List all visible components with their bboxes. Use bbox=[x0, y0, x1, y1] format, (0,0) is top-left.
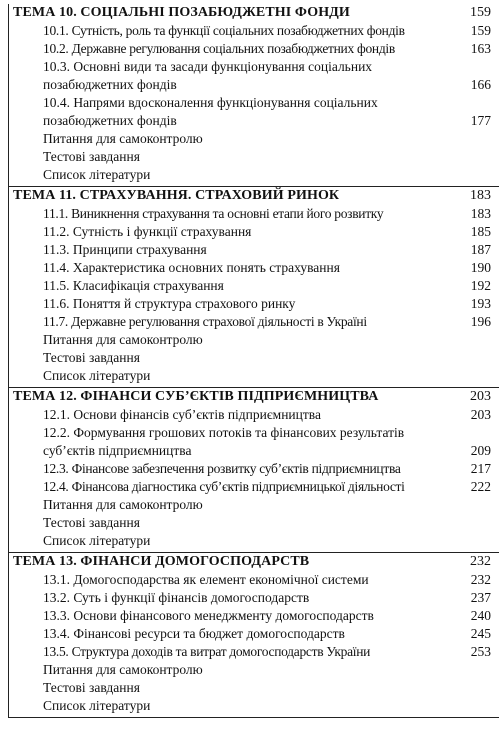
toc-item-page: 253 bbox=[470, 644, 491, 659]
toc-section-title bbox=[9, 4, 499, 22]
toc-extra-text: Список літератури bbox=[43, 533, 151, 548]
toc-item-text: 13.5. Структура доходів та витрат домогосподарств України bbox=[43, 644, 371, 659]
toc-item-text: 12.4. Фінансова діагностика суб’єктів підприємницької діяльності bbox=[43, 479, 405, 494]
toc-item-text: 13.1. Домогосподарства як елемент економічної системи bbox=[43, 572, 369, 587]
toc-extra-item bbox=[9, 130, 499, 148]
section-page-number: 232 bbox=[470, 554, 491, 569]
toc-item-page: 166 bbox=[470, 77, 491, 92]
toc-item-page: 185 bbox=[470, 224, 491, 239]
toc-section-11 bbox=[8, 186, 499, 387]
toc-item-text: 11.4. Характеристика основних понять страхування bbox=[43, 260, 340, 275]
toc-item bbox=[9, 571, 499, 589]
toc-item-text: 11.2. Сутність і функції страхування bbox=[43, 224, 252, 239]
toc-extra-text: Список літератури bbox=[43, 167, 151, 182]
toc-item bbox=[9, 205, 499, 223]
toc-item bbox=[9, 94, 499, 130]
toc-extra-text: Тестові завдання bbox=[43, 350, 140, 365]
toc-item bbox=[9, 58, 499, 94]
toc-item-text: 13.3. Основи фінансового менеджменту домогосподарств bbox=[43, 608, 374, 623]
toc-extra-item bbox=[9, 679, 499, 697]
toc-extra-text: Список літератури bbox=[43, 368, 151, 383]
toc-item-page: 240 bbox=[470, 608, 491, 623]
toc-item-page: 245 bbox=[470, 626, 491, 641]
toc-item bbox=[9, 460, 499, 478]
toc-item bbox=[9, 643, 499, 661]
toc-extra-item bbox=[9, 367, 499, 385]
toc-extra-item bbox=[9, 514, 499, 532]
toc-item-page: 203 bbox=[470, 407, 491, 422]
toc-item-text: 10.1. Сутність, роль та функції соціальних позабюджетних фондів bbox=[43, 23, 405, 38]
toc-item bbox=[9, 40, 499, 58]
toc-item bbox=[9, 406, 499, 424]
toc-item-page: 209 bbox=[470, 443, 491, 458]
toc-item-page: 217 bbox=[470, 461, 491, 476]
toc-item bbox=[9, 241, 499, 259]
toc-section-title bbox=[9, 553, 499, 571]
toc-item-page: 193 bbox=[470, 296, 491, 311]
toc-extra-text: Питання для самоконтролю bbox=[43, 332, 203, 347]
toc-item bbox=[9, 259, 499, 277]
toc-section-13 bbox=[8, 552, 499, 718]
toc-extra-item bbox=[9, 697, 499, 715]
toc-item-text: 11.7. Державне регулювання страхової діяльності в Україні bbox=[43, 314, 367, 329]
toc-extra-item bbox=[9, 331, 499, 349]
toc-section-10 bbox=[8, 4, 499, 186]
toc-item bbox=[9, 478, 499, 496]
toc-item-page: 192 bbox=[470, 278, 491, 293]
toc-item-text: 10.4. Напрями вдосконалення функціонування соціальних позабюджетних фондів bbox=[43, 95, 378, 128]
toc-item-page: 232 bbox=[470, 572, 491, 587]
toc-section-title bbox=[9, 388, 499, 406]
toc-item-text: 13.2. Суть і функції фінансів домогосподарств bbox=[43, 590, 310, 605]
section-title-text: ТЕМА 10. СОЦІАЛЬНІ ПОЗАБЮДЖЕТНІ ФОНДИ bbox=[13, 5, 350, 20]
toc-item-page: 196 bbox=[470, 314, 491, 329]
toc-item bbox=[9, 625, 499, 643]
toc-item-text: 11.1. Виникнення страхування та основні етапи його розвитку bbox=[43, 206, 384, 221]
toc-item-page: 163 bbox=[470, 41, 491, 56]
toc-item-text: 11.3. Принципи страхування bbox=[43, 242, 207, 257]
toc-item-text: 11.5. Класифікація страхування bbox=[43, 278, 224, 293]
toc-extra-text: Тестові завдання bbox=[43, 680, 140, 695]
toc-item bbox=[9, 22, 499, 40]
toc-extra-item bbox=[9, 532, 499, 550]
toc-item bbox=[9, 313, 499, 331]
section-page-number: 203 bbox=[470, 389, 491, 404]
toc-item-text: 11.6. Поняття й структура страхового ринку bbox=[43, 296, 296, 311]
toc-section-title bbox=[9, 187, 499, 205]
toc-item-page: 190 bbox=[470, 260, 491, 275]
toc-item-text: 12.1. Основи фінансів суб’єктів підприємництва bbox=[43, 407, 321, 422]
toc-item bbox=[9, 424, 499, 460]
toc-item bbox=[9, 277, 499, 295]
toc-item-page: 222 bbox=[470, 479, 491, 494]
toc-item-text: 10.2. Державне регулювання соціальних позабюджетних фондів bbox=[43, 41, 395, 56]
section-title-text: ТЕМА 12. ФІНАНСИ СУБ’ЄКТІВ ПІДПРИЄМНИЦТВА bbox=[13, 389, 379, 404]
toc-item-text: 13.4. Фінансові ресурси та бюджет домогосподарств bbox=[43, 626, 345, 641]
toc-item-page: 183 bbox=[470, 206, 491, 221]
toc-item-page: 237 bbox=[470, 590, 491, 605]
toc-extra-item bbox=[9, 148, 499, 166]
toc-extra-text: Питання для самоконтролю bbox=[43, 662, 203, 677]
toc-extra-item bbox=[9, 496, 499, 514]
toc-section-12 bbox=[8, 387, 499, 552]
toc-item-text: 10.3. Основні види та засади функціонування соціальних позабюджетних фондів bbox=[43, 59, 373, 92]
toc-item-text: 12.2. Формування грошових потоків та фінансових результатів суб’єктів підприємництва bbox=[43, 425, 405, 458]
toc-item bbox=[9, 223, 499, 241]
toc-item bbox=[9, 607, 499, 625]
toc-extra-item bbox=[9, 661, 499, 679]
toc-item bbox=[9, 295, 499, 313]
toc-item-page: 159 bbox=[470, 23, 491, 38]
toc-item-text: 12.3. Фінансове забезпечення розвитку суб’єктів підприємництва bbox=[43, 461, 401, 476]
toc-item bbox=[9, 589, 499, 607]
toc-extra-text: Питання для самоконтролю bbox=[43, 131, 203, 146]
section-title-text: ТЕМА 13. ФІНАНСИ ДОМОГОСПОДАРСТВ bbox=[13, 554, 310, 569]
section-title-text: ТЕМА 11. СТРАХУВАННЯ. СТРАХОВИЙ РИНОК bbox=[13, 188, 340, 203]
toc-item-page: 187 bbox=[470, 242, 491, 257]
toc-extra-text: Тестові завдання bbox=[43, 515, 140, 530]
toc-extra-text: Питання для самоконтролю bbox=[43, 497, 203, 512]
toc-extra-text: Список літератури bbox=[43, 698, 151, 713]
toc-extra-item bbox=[9, 166, 499, 184]
toc-extra-item bbox=[9, 349, 499, 367]
section-page-number: 159 bbox=[470, 5, 491, 20]
toc-item-page: 177 bbox=[470, 113, 491, 128]
toc-extra-text: Тестові завдання bbox=[43, 149, 140, 164]
section-page-number: 183 bbox=[470, 188, 491, 203]
